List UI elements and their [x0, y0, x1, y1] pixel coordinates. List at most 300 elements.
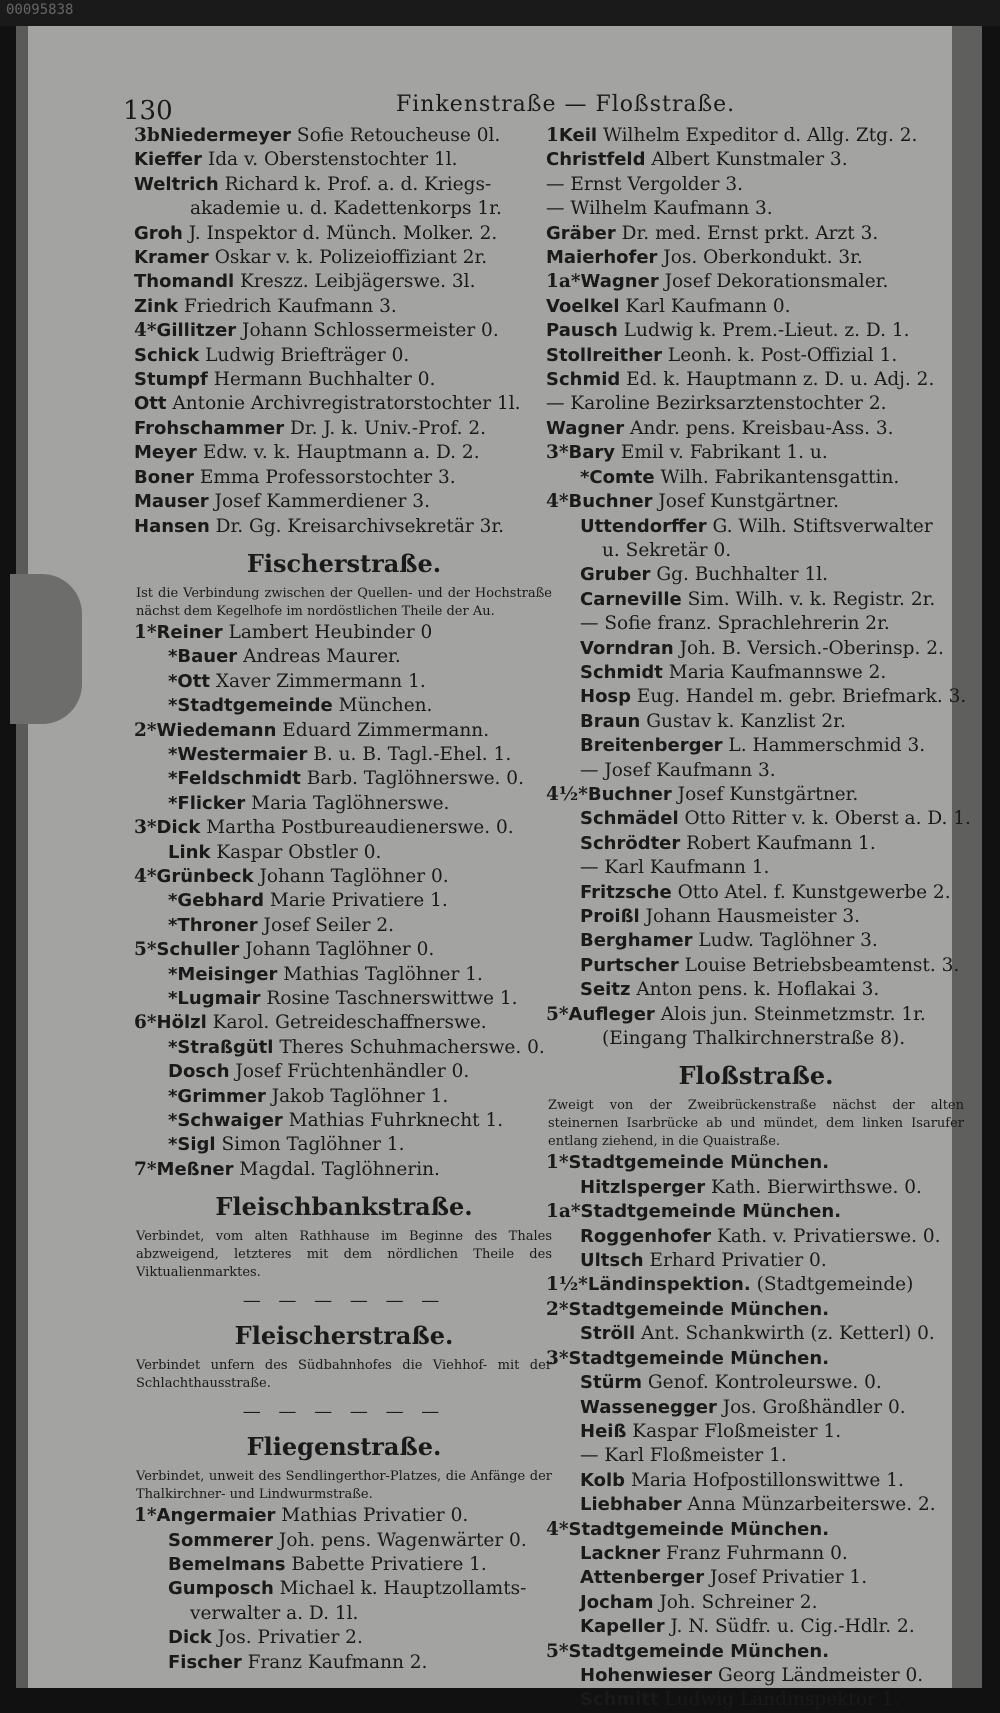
directory-entry [546, 173, 966, 197]
directory-entry [546, 832, 966, 856]
resident-details: Josef Kammerdiener 3. [208, 491, 430, 513]
resident-name: Lackner [580, 1542, 661, 1564]
resident-details: (Stadtgemeinde) [750, 1274, 914, 1296]
directory-entry [134, 1158, 554, 1182]
resident-details: G. Wilh. Stiftsverwalter [706, 515, 933, 537]
resident-details: Jos. Oberkondukt. 3r. [657, 247, 863, 269]
resident-name: Schrödter [580, 832, 681, 854]
directory-entry [546, 807, 971, 831]
resident-details: Rosine Taschnerswittwe 1. [260, 988, 518, 1009]
resident-name: Thomandl [134, 271, 235, 293]
resident-details: Theres Schuhmacherswe. 0. [273, 1036, 545, 1058]
resident-details: Kath. Bierwirthswe. 0. [705, 1176, 922, 1198]
house-number: 1a* [546, 1201, 581, 1223]
directory-entry [134, 197, 554, 221]
directory-entry [134, 1504, 554, 1528]
resident-name: Ländinspektion. [587, 1274, 751, 1296]
directory-entry [134, 1133, 554, 1157]
resident-details: — Karoline Bezirksarztenstochter 2. [546, 393, 887, 415]
directory-entry [546, 1322, 966, 1346]
resident-name: Heiß [580, 1420, 627, 1442]
resident-name: Buchner [587, 783, 672, 805]
directory-entry [134, 889, 554, 913]
street-heading: Fleischbankstraße. [215, 1192, 473, 1222]
directory-entry [546, 1493, 966, 1517]
resident-details: Babette Privatiere 1. [285, 1554, 487, 1576]
resident-details: Leonh. k. Post-Offizial 1. [662, 344, 898, 366]
resident-details: — Karl Floßmeister 1. [580, 1445, 787, 1467]
directory-entry [134, 515, 554, 539]
resident-details: Eduard Zimmermann. [276, 719, 490, 741]
directory-entry [134, 816, 554, 840]
house-number: 5* [546, 1003, 569, 1025]
directory-entry [134, 841, 554, 865]
directory-entry [134, 719, 554, 743]
resident-name: Kolb [580, 1469, 626, 1491]
resident-name: *Straßgütl [168, 1036, 274, 1058]
resident-name: Meyer [134, 442, 197, 464]
resident-name: Stadtgemeinde München. [568, 1298, 830, 1320]
street-description: Verbindet, vom alten Rathhause im Beginne des Thales abzweigend, letzteres mit dem nördlichen Theile des Viktualienmarktes. [136, 1229, 552, 1281]
directory-entry [134, 938, 554, 962]
house-number: 4* [546, 1518, 569, 1540]
resident-details: Franz Kaufmann 2. [241, 1651, 428, 1673]
resident-details: akademie u. d. Kadettenkorps 1r. [190, 198, 502, 220]
resident-details: Joh. Schreiner 2. [653, 1591, 818, 1613]
resident-details: Barb. Taglöhnerswe. 0. [300, 768, 524, 790]
directory-entry [134, 743, 554, 767]
street-description: Zweigt von der Zweibrückenstraße nächst der alten steinernen Isarbrücke ab und mündet, dem linken Isarufer entlang ziehend, in die Quaistraße. [548, 1098, 964, 1150]
resident-details: Hermann Buchhalter 0. [207, 369, 436, 391]
directory-entry [546, 295, 966, 319]
directory-entry [134, 1553, 554, 1577]
house-number: 1a* [546, 271, 581, 293]
directory-entry [546, 710, 966, 734]
resident-name: Weltrich [134, 173, 219, 195]
scan-code: 00095838 [6, 2, 74, 18]
directory-entry [546, 856, 966, 880]
directory-entry [134, 1085, 554, 1109]
resident-name: Roggenhofer [580, 1225, 712, 1247]
directory-entry [546, 1591, 966, 1615]
resident-details: Jakob Taglöhner 1. [265, 1085, 449, 1107]
resident-details: Friedrich Kaufmann 3. [178, 295, 397, 317]
resident-name: Link [168, 841, 211, 863]
resident-details: Ludw. Taglöhner 3. [692, 930, 878, 952]
directory-entry [546, 1518, 966, 1542]
directory-entry [546, 685, 966, 709]
directory-entry [546, 539, 966, 563]
resident-details: Wilh. Fabrikantensgattin. [654, 466, 900, 488]
resident-name: Bemelmans [168, 1554, 286, 1576]
directory-entry [546, 954, 966, 978]
directory-entry [546, 1225, 966, 1249]
resident-name: Wagner [580, 271, 659, 293]
directory-entry [134, 645, 554, 669]
house-number: 4½* [546, 783, 588, 805]
resident-name: Kramer [134, 247, 209, 269]
street-heading: Fliegenstraße. [246, 1432, 442, 1462]
directory-entry [546, 759, 966, 783]
directory-entry [134, 1602, 554, 1626]
resident-name: Stadtgemeinde München. [568, 1347, 830, 1369]
resident-details: Otto Atel. f. Kunstgewerbe 2. [671, 881, 951, 903]
directory-entry [134, 319, 554, 343]
resident-name: *Westermaier [168, 743, 308, 765]
resident-name: Schmidt [580, 661, 663, 683]
directory-entry [134, 368, 554, 392]
resident-name: Gillitzer [156, 320, 237, 342]
resident-details: Gg. Buchhalter 1l. [650, 564, 829, 586]
page-left-edge [16, 26, 28, 1688]
directory-entry [134, 621, 554, 645]
resident-name: Uttendorffer [580, 515, 707, 537]
directory-entry [546, 222, 966, 246]
house-number: 1* [546, 1152, 569, 1174]
directory-entry [546, 441, 966, 465]
resident-name: Sommerer [168, 1529, 274, 1551]
directory-entry [546, 515, 966, 539]
resident-details: Kreszz. Leibjägerswe. 3l. [234, 271, 476, 293]
resident-name: Dick [156, 817, 201, 839]
resident-details: verwalter a. D. 1l. [190, 1602, 359, 1624]
resident-details: Josef Kunstgärtner. [671, 783, 859, 805]
directory-entry [134, 124, 554, 148]
directory-entry [546, 246, 966, 270]
directory-entry [546, 1469, 966, 1493]
street-description: Verbindet unfern des Südbahnhofes die Viehhof- mit der Schlachthausstraße. [136, 1358, 552, 1392]
directory-entry [134, 417, 554, 441]
directory-entry [546, 1273, 966, 1297]
resident-name: *Meisinger [168, 963, 278, 985]
resident-details: Gustav k. Kanzlist 2r. [640, 710, 846, 732]
directory-entry [546, 1542, 966, 1566]
resident-details: Johann Hausmeister 3. [639, 906, 861, 927]
resident-name: Bary [568, 442, 616, 464]
resident-name: Meßner [156, 1158, 234, 1180]
resident-details: Kaspar Obstler 0. [210, 841, 382, 863]
directory-entry [134, 148, 554, 172]
street-heading: Floßstraße. [678, 1061, 834, 1091]
resident-name: *Feldschmidt [168, 768, 301, 790]
directory-entry [546, 392, 966, 416]
resident-name: Liebhaber [580, 1494, 682, 1516]
right-column [546, 124, 971, 1713]
directory-entry [134, 270, 554, 294]
directory-entry [134, 670, 554, 694]
directory-entry [546, 1664, 966, 1688]
resident-name: Christfeld [546, 149, 646, 171]
street-heading: Fischerstraße. [246, 548, 442, 578]
house-number: 3* [546, 1347, 569, 1369]
directory-entry [134, 344, 554, 368]
directory-entry [546, 344, 966, 368]
house-number: 3* [546, 442, 569, 464]
resident-name: Gumposch [168, 1578, 274, 1600]
resident-details: Albert Kunstmaler 3. [645, 149, 848, 171]
directory-entry [546, 563, 966, 587]
directory-entry [546, 612, 966, 636]
resident-details: Josef Früchtenhändler 0. [229, 1061, 470, 1083]
directory-entry [134, 914, 554, 938]
resident-name: Grünbeck [156, 865, 254, 887]
resident-details: Andr. pens. Kreisbau-Ass. 3. [624, 417, 894, 439]
resident-details: Josef Privatier 1. [704, 1567, 868, 1589]
house-number: 4* [546, 491, 569, 513]
resident-details: Mathias Privatier 0. [275, 1505, 469, 1527]
directory-entry [546, 270, 966, 294]
dash-separator: — — — — — — [242, 1401, 446, 1423]
resident-details: Oskar v. k. Polizeioffiziant 2r. [208, 247, 488, 269]
resident-name: Vorndran [580, 637, 674, 659]
resident-details: Dr. J. k. Univ.-Prof. 2. [284, 417, 486, 439]
resident-name: Fischer [168, 1651, 242, 1673]
resident-details: Mathias Taglöhner 1. [277, 963, 483, 985]
house-number: 2* [546, 1298, 569, 1320]
resident-details: Karl Kaufmann 0. [619, 295, 791, 317]
resident-details: Sim. Wilh. v. k. Registr. 2r. [681, 588, 936, 610]
resident-details: Alois jun. Steinmetzmstr. 1r. [654, 1003, 926, 1025]
resident-details: Andreas Maurer. [237, 646, 401, 668]
resident-details: Dr. med. Ernst prkt. Arzt 3. [615, 222, 879, 244]
resident-name: Dick [168, 1627, 212, 1649]
directory-entry [134, 441, 554, 465]
resident-name: Stollreither [546, 344, 663, 366]
resident-name: Berghamer [580, 930, 693, 952]
resident-details: Kaspar Floßmeister 1. [626, 1420, 842, 1442]
resident-details: Magdal. Taglöhnerin. [233, 1158, 440, 1180]
running-header: Finkenstraße — Floßstraße. [396, 92, 736, 117]
resident-name: *Gebhard [168, 890, 265, 912]
directory-entry [546, 734, 966, 758]
directory-entry [546, 1420, 966, 1444]
resident-details: München. [332, 695, 433, 717]
house-number: 1* [134, 1505, 157, 1527]
resident-details: Wilhelm Expeditor d. Allg. Ztg. 2. [597, 125, 918, 146]
resident-name: Hohenwieser [580, 1664, 713, 1686]
directory-entry [134, 295, 554, 319]
resident-name: Jocham [580, 1591, 654, 1613]
directory-entry [134, 1651, 554, 1675]
resident-details: — Karl Kaufmann 1. [580, 857, 770, 879]
resident-details: Georg Ländmeister 0. [712, 1664, 924, 1686]
directory-entry [546, 1003, 966, 1027]
resident-details: Maria Hofpostillonswittwe 1. [625, 1469, 904, 1491]
directory-entry [134, 1109, 554, 1133]
resident-name: Stürm [580, 1372, 643, 1394]
resident-name: Pausch [546, 320, 618, 342]
resident-name: Ströll [580, 1323, 636, 1345]
resident-name: Wiedemann [156, 719, 277, 741]
resident-details: Josef Kunstgärtner. [652, 491, 839, 513]
resident-name: *Throner [168, 914, 258, 936]
resident-details: Eug. Handel m. gebr. Briefmark. 3. [631, 686, 967, 708]
directory-entry [134, 1529, 554, 1553]
directory-entry [134, 1060, 554, 1084]
directory-entry [134, 792, 554, 816]
house-number: 5* [134, 939, 157, 961]
directory-entry [546, 197, 966, 221]
directory-entry [134, 963, 554, 987]
house-number: 7* [134, 1158, 157, 1180]
resident-name: Zink [134, 295, 179, 317]
directory-entry [546, 1396, 966, 1420]
directory-entry [134, 1036, 554, 1060]
house-number: 4* [134, 865, 157, 887]
resident-name: Gruber [580, 564, 651, 586]
resident-details: Johann Taglöhner 0. [239, 939, 435, 961]
resident-name: Frohschammer [134, 417, 285, 439]
resident-name: Kieffer [134, 149, 202, 171]
directory-entry [134, 222, 554, 246]
resident-details: Genof. Kontroleurswe. 0. [642, 1372, 882, 1394]
directory-entry [134, 246, 554, 270]
directory-entry [546, 661, 966, 685]
resident-name: Stadtgemeinde München. [568, 1640, 830, 1662]
resident-details: Xaver Zimmermann 1. [209, 670, 426, 692]
resident-name: Stumpf [134, 369, 208, 391]
resident-details: Michael k. Hauptzollamts- [273, 1578, 527, 1600]
resident-name: Purtscher [580, 954, 679, 976]
resident-name: Breitenberger [580, 735, 723, 757]
resident-details: Dr. Gg. Kreisarchivsekretär 3r. [209, 515, 505, 537]
resident-details: B. u. B. Tagl.-Ehel. 1. [307, 743, 512, 765]
resident-name: Angermaier [156, 1505, 276, 1527]
directory-entry [546, 978, 966, 1002]
resident-name: Fritzsche [580, 881, 672, 903]
resident-details: Ludwig k. Prem.-Lieut. z. D. 1. [617, 320, 910, 342]
directory-entry [546, 637, 966, 661]
directory-entry [546, 466, 966, 490]
resident-name: Boner [134, 466, 194, 488]
resident-details: Anton pens. k. Hoflakai 3. [630, 979, 880, 1001]
resident-details: — Josef Kaufmann 3. [580, 759, 776, 781]
resident-name: Wagner [546, 417, 625, 439]
resident-name: Carneville [580, 588, 682, 610]
house-number: 3* [134, 817, 157, 839]
resident-name: Niedermeyer [159, 125, 292, 146]
resident-details: Karol. Getreideschaffnerswe. [206, 1012, 487, 1034]
house-number: 1* [134, 621, 157, 643]
directory-entry [134, 865, 554, 889]
house-number: 5* [546, 1640, 569, 1662]
resident-name: *Ott [168, 670, 210, 692]
resident-details: Emma Professorstochter 3. [194, 466, 456, 488]
directory-entry [546, 1444, 966, 1468]
directory-entry [546, 1200, 966, 1224]
house-number: 1 [546, 125, 559, 146]
resident-name: Buchner [568, 491, 653, 513]
resident-details: Maria Kaufmannswe 2. [662, 661, 887, 683]
directory-entry [546, 1176, 966, 1200]
resident-details: Otto Ritter v. k. Oberst a. D. 1. [678, 808, 971, 830]
directory-entry [546, 368, 966, 392]
resident-name: Voelkel [546, 295, 620, 317]
resident-name: Schuller [156, 939, 240, 961]
directory-entry [546, 588, 966, 612]
resident-details: — Wilhelm Kaufmann 3. [546, 198, 773, 220]
resident-details: Joh. pens. Wagenwärter 0. [273, 1529, 527, 1551]
directory-entry [546, 490, 966, 514]
resident-details: Mathias Fuhrknecht 1. [282, 1110, 504, 1132]
resident-details: Louise Betriebsbeamtenst. 3. [678, 954, 960, 976]
resident-name: Gräber [546, 222, 616, 244]
resident-details: Ludwig Ländinspektor 1. [658, 1689, 900, 1711]
directory-entry [546, 1298, 966, 1322]
house-number: 4* [134, 320, 157, 342]
resident-details: Joh. B. Versich.-Oberinsp. 2. [673, 637, 944, 659]
directory-entry [546, 1249, 966, 1273]
resident-details: Antonie Archivregistratorstochter 1l. [166, 393, 521, 415]
resident-details: Emil v. Fabrikant 1. u. [615, 442, 828, 464]
resident-name: Proißl [580, 906, 640, 927]
page-number: 130 [123, 96, 173, 126]
resident-name: *Stadtgemeinde [168, 695, 333, 717]
resident-details: Franz Fuhrmann 0. [660, 1542, 848, 1564]
house-number: 3b [134, 125, 160, 146]
directory-entry [134, 1011, 554, 1035]
resident-details: Anna Münzarbeiterswe. 2. [681, 1494, 936, 1516]
resident-name: Braun [580, 710, 641, 732]
resident-name: Dosch [168, 1061, 230, 1083]
resident-details: Sofie Retoucheuse 0l. [291, 125, 501, 146]
resident-name: Kapeller [580, 1616, 665, 1638]
directory-entry [546, 124, 966, 148]
street-description: Verbindet, unweit des Sendlingerthor-Platzes, die Anfänge der Thalkirchner- und Lindwurmstraße. [136, 1469, 552, 1503]
resident-name: *Flicker [168, 792, 246, 814]
resident-name: Schmitt [580, 1689, 659, 1711]
resident-details: Erhard Privatier 0. [643, 1250, 827, 1272]
resident-name: Reiner [156, 621, 223, 643]
resident-name: Hansen [134, 515, 210, 537]
directory-entry [546, 417, 966, 441]
resident-details: L. Hammerschmid 3. [722, 735, 926, 757]
resident-name: *Lugmair [168, 988, 261, 1009]
directory-entry [134, 466, 554, 490]
resident-name: Stadtgemeinde München. [568, 1518, 830, 1540]
directory-entry [134, 1626, 554, 1650]
directory-entry [134, 1577, 554, 1601]
resident-name: Stadtgemeinde München. [580, 1201, 842, 1223]
resident-details: J. N. Südfr. u. Cig.-Hdlr. 2. [664, 1616, 915, 1638]
page-clip-tab [10, 574, 82, 724]
resident-details: Ant. Schankwirth (z. Ketterl) 0. [635, 1323, 935, 1345]
resident-details: J. Inspektor d. Münch. Molker. 2. [182, 222, 498, 244]
resident-details: Josef Dekorationsmaler. [658, 271, 889, 293]
directory-entry [134, 694, 554, 718]
resident-details: Ed. k. Hauptmann z. D. u. Adj. 2. [620, 369, 935, 391]
resident-details: Kath. v. Privatierswe. 0. [711, 1225, 941, 1247]
directory-entry [546, 1027, 966, 1051]
resident-details: — Sofie franz. Sprachlehrerin 2r. [580, 613, 890, 635]
resident-name: *Bauer [168, 646, 238, 668]
directory-entry [546, 1151, 966, 1175]
directory-entry [134, 987, 554, 1011]
dash-separator: — — — — — — [242, 1290, 446, 1312]
directory-entry [546, 1688, 966, 1712]
resident-details: Robert Kaufmann 1. [680, 832, 876, 854]
resident-name: Schick [134, 344, 200, 366]
resident-name: Ott [134, 393, 167, 415]
resident-name: Hölzl [156, 1012, 207, 1034]
directory-entry [546, 1640, 966, 1664]
resident-name: Ultsch [580, 1250, 644, 1272]
house-number: 2* [134, 719, 157, 741]
resident-details: Ludwig Briefträger 0. [199, 344, 410, 366]
directory-entry [546, 881, 966, 905]
directory-entry [546, 783, 966, 807]
resident-details: Richard k. Prof. a. d. Kriegs- [218, 173, 492, 195]
